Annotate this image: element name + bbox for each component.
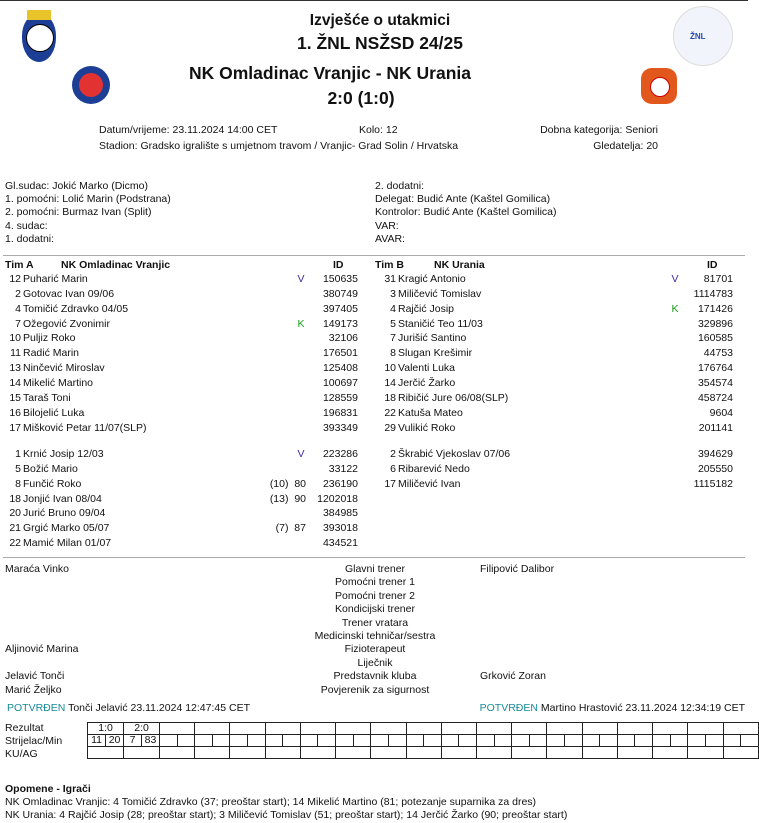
player-id: 160585 — [697, 332, 733, 345]
player-id: 128559 — [322, 391, 358, 404]
result-cell — [265, 723, 300, 735]
player-name: Jurić Bruno 09/04 — [23, 507, 106, 520]
player-id: 384985 — [322, 507, 358, 520]
ku-ag-cell — [160, 747, 195, 759]
cautions-title: Opomene - Igrači — [5, 783, 91, 795]
league-title: 1. ŽNL NSŽSD 24/25 — [297, 33, 463, 53]
confirmed-by: Tonči Jelavić 23.11.2024 12:47:45 CET — [68, 702, 250, 714]
player-name: Puljiz Roko — [23, 332, 76, 345]
team-a-id-header: ID — [333, 259, 344, 271]
ku-ag-cell — [441, 747, 476, 759]
player-id: 125408 — [322, 362, 358, 375]
scorer-cell: 7 — [124, 735, 142, 747]
ku-ag-cell — [124, 747, 160, 759]
player-name: Miličević Ivan — [398, 477, 461, 490]
staff-away: Filipović Dalibor — [480, 563, 555, 575]
scorer-cell — [388, 735, 406, 747]
result-cell: 2:0 — [124, 723, 160, 735]
staff-role: Fizioterapeut — [344, 643, 406, 656]
result-cell — [688, 723, 723, 735]
staff-role: Pomoćni trener 2 — [335, 589, 415, 602]
player-id: 149173 — [322, 317, 358, 330]
player-number: 29 — [384, 421, 396, 434]
player-number: 6 — [390, 462, 396, 475]
scorer-cell — [230, 735, 248, 747]
referee-line: Kontrolor: Budić Ante (Kaštel Gomilica) — [375, 206, 557, 219]
player-id: 434521 — [322, 537, 358, 550]
scorer-cell — [705, 735, 723, 747]
scorer-cell — [723, 735, 741, 747]
staff-role: Trener vratara — [341, 616, 409, 629]
player-name: Grgić Marko 05/07 — [23, 522, 110, 535]
result-row — [88, 723, 759, 735]
player-name: Jonjić Ivan 08/04 — [23, 492, 102, 505]
result-cell — [547, 723, 582, 735]
scorer-cell — [336, 735, 354, 747]
player-name: Ribarević Nedo — [398, 462, 470, 475]
scorer-cell — [600, 735, 618, 747]
player-number: 2 — [390, 448, 396, 460]
result-cell — [160, 723, 195, 735]
captain-mark: K — [671, 302, 679, 315]
scorer-cell: 20 — [106, 735, 124, 747]
player-id: 33122 — [328, 462, 358, 475]
player-number: 3 — [390, 287, 396, 300]
staff-home: Aljinović Marina — [5, 643, 79, 656]
scorer-cell — [688, 735, 706, 747]
ku-ag-row — [88, 747, 759, 759]
player-number: 15 — [9, 391, 21, 404]
player-number: 31 — [384, 273, 396, 285]
result-cell — [230, 723, 265, 735]
ku-ag-cell — [371, 747, 406, 759]
scorer-cell — [265, 735, 283, 747]
label-scorer: Strijelac/Min — [5, 735, 63, 747]
scorer-cell — [195, 735, 213, 747]
result-cell — [512, 723, 547, 735]
staff-role: Povjerenik za sigurnost — [320, 683, 430, 696]
scorer-cell — [617, 735, 635, 747]
scorer-row — [88, 735, 759, 747]
player-number: 11 — [10, 347, 21, 360]
player-id: 9604 — [709, 406, 733, 419]
player-number: 17 — [384, 477, 396, 490]
player-id: 201141 — [698, 421, 733, 434]
player-id: 393018 — [322, 522, 358, 535]
player-id: 1115182 — [693, 477, 733, 490]
player-name: Taraš Toni — [23, 391, 71, 404]
player-id: 196831 — [322, 406, 358, 419]
result-cell — [300, 723, 335, 735]
scorer-cell — [177, 735, 195, 747]
scorer-cell — [547, 735, 565, 747]
referee-line: 1. pomoćni: Lolić Marin (Podstrana) — [5, 193, 171, 206]
staff-role: Pomoćni trener 1 — [335, 576, 415, 589]
player-name: Ribičić Jure 06/08(SLP) — [398, 391, 509, 404]
player-row — [0, 477, 759, 491]
ku-ag-cell — [512, 747, 547, 759]
scorer-cell — [318, 735, 336, 747]
player-name: Mišković Petar 11/07(SLP) — [23, 421, 147, 434]
player-number: 22 — [9, 537, 21, 550]
player-id: 1202018 — [317, 492, 358, 505]
scorer-cell — [248, 735, 266, 747]
staff-role: Liječnik — [357, 656, 393, 669]
player-name: Mikelić Martino — [23, 376, 94, 389]
player-id: 236190 — [322, 477, 358, 490]
player-name: Ninčević Miroslav — [23, 362, 105, 375]
player-row — [0, 302, 759, 316]
staff-home: Maraća Vinko — [5, 563, 70, 575]
referee-line: Gl.sudac: Jokić Marko (Dicmo) — [5, 180, 148, 192]
away-team-logo — [641, 68, 677, 104]
player-name: Božić Mario — [23, 462, 78, 475]
player-id: 397405 — [322, 302, 358, 315]
scorer-cell — [741, 735, 759, 747]
score-table-labels — [5, 722, 62, 761]
confirmed-status: POTVRĐEN — [479, 702, 538, 714]
ku-ag-cell — [88, 747, 124, 759]
scorer-cell — [494, 735, 512, 747]
player-number: 7 — [15, 317, 21, 330]
age-category: Dobna kategorija: Seniori — [540, 124, 658, 136]
staff-role: Medicinski tehničar/sestra — [314, 630, 436, 642]
attendance: Gledatelja: 20 — [593, 140, 658, 152]
scorer-cell — [353, 735, 371, 747]
player-name: Miličević Tomislav — [398, 287, 482, 300]
player-id: 205550 — [697, 462, 733, 475]
player-number: 5 — [15, 462, 21, 475]
ku-ag-cell — [336, 747, 371, 759]
player-number: 2 — [15, 287, 21, 300]
match-datetime: Datum/vrijeme: 23.11.2024 14:00 CET — [99, 124, 278, 136]
scorer-cell — [653, 735, 671, 747]
substitution-info: (13) 90 — [269, 492, 306, 505]
player-name: Valenti Luka — [398, 362, 456, 375]
scorer-cell: 83 — [141, 735, 159, 747]
player-number: 18 — [9, 492, 21, 505]
result-cell — [406, 723, 441, 735]
top-border — [0, 0, 748, 1]
goalkeeper-mark: V — [297, 273, 305, 285]
ku-ag-cell — [265, 747, 300, 759]
team-a-name: NK Omladinac Vranjic — [61, 259, 171, 271]
player-row — [0, 391, 759, 405]
player-name: Bilojelić Luka — [23, 406, 85, 419]
player-row — [0, 536, 759, 550]
player-number: 20 — [9, 507, 21, 520]
player-number: 21 — [9, 522, 21, 535]
staff-home: Marić Željko — [5, 683, 62, 696]
player-name: Ožegović Zvonimir — [23, 317, 110, 330]
player-number: 1 — [15, 448, 21, 460]
referee-line: VAR: — [375, 219, 399, 232]
stadium: Stadion: Gradsko igralište s umjetnom travom / Vranjic- Grad Solin / Hrvatska — [99, 140, 459, 152]
player-number: 13 — [9, 362, 21, 375]
scorer-cell — [635, 735, 653, 747]
player-number: 8 — [390, 347, 396, 360]
player-id: 150635 — [322, 273, 358, 285]
scorer-cell — [476, 735, 494, 747]
player-number: 4 — [15, 302, 21, 315]
ku-ag-cell — [547, 747, 582, 759]
scorer-cell: 11 — [88, 735, 106, 747]
goalkeeper-mark: V — [297, 448, 305, 460]
player-number: 14 — [9, 376, 21, 389]
result-cell — [371, 723, 406, 735]
player-id: 354574 — [697, 376, 733, 389]
scorer-cell — [406, 735, 424, 747]
referee-line: 1. dodatni: — [5, 232, 55, 245]
player-id: 1114783 — [693, 287, 733, 300]
referee-line: 2. pomoćni: Burmaz Ivan (Split) — [5, 206, 152, 219]
player-number: 4 — [390, 302, 396, 315]
player-id: 100697 — [322, 376, 358, 389]
confirmed-status: POTVRĐEN — [7, 702, 66, 714]
cautions-team-a: NK Omladinac Vranjic: 4 Tomičić Zdravko (37; preoštar start); 14 Mikelić Martino (81; potezanje suparnika za dres) — [5, 796, 537, 808]
player-number: 10 — [384, 362, 396, 375]
player-row — [0, 317, 759, 331]
scorer-cell — [459, 735, 477, 747]
referee-line: 4. sudac: — [5, 219, 48, 232]
player-row — [0, 506, 759, 520]
player-name: Vulikić Roko — [398, 421, 456, 434]
staff-away: Grković Zoran — [480, 670, 546, 683]
scorer-cell — [283, 735, 301, 747]
team-a-confirmation — [7, 702, 250, 714]
player-row — [0, 331, 759, 345]
player-name: Škrabić Vjekoslav 07/06 — [398, 448, 511, 460]
player-number: 5 — [390, 317, 396, 330]
league-logo: ŽNL — [673, 6, 733, 66]
ku-ag-cell — [688, 747, 723, 759]
label-ku-ag: KU/AG — [5, 748, 38, 760]
cautions-team-b: NK Urania: 4 Rajčić Josip (28; preoštar start); 3 Miličević Tomislav (51; preoštar start); 14 Jerčić Žarko (90; preoštar start) — [5, 809, 568, 821]
player-number: 17 — [9, 421, 21, 434]
player-row — [0, 346, 759, 360]
result-cell — [582, 723, 617, 735]
staff-home: Jelavić Tonči — [5, 670, 65, 683]
player-row — [0, 447, 759, 461]
scorer-cell — [160, 735, 178, 747]
player-id: 329896 — [697, 317, 733, 330]
scorer-cell — [300, 735, 318, 747]
referee-line: AVAR: — [375, 232, 405, 245]
player-id: 176764 — [697, 362, 733, 375]
ku-ag-cell — [582, 747, 617, 759]
confirmed-by: Martino Hrastović 23.11.2024 12:34:19 CET — [540, 702, 745, 714]
staff-role: Kondicijski trener — [335, 603, 415, 616]
goalkeeper-mark: V — [671, 273, 679, 285]
scorer-cell — [529, 735, 547, 747]
referee-line: 2. dodatni: — [375, 180, 425, 192]
result-cell — [195, 723, 230, 735]
player-number: 12 — [9, 273, 21, 285]
match-round: Kolo: 12 — [359, 124, 398, 136]
ku-ag-cell — [476, 747, 511, 759]
federation-logo — [22, 14, 56, 62]
player-id: 393349 — [322, 421, 358, 434]
scorer-cell — [424, 735, 442, 747]
label-result: Rezultat — [5, 722, 44, 734]
player-number: 18 — [384, 391, 396, 404]
scorer-cell — [212, 735, 230, 747]
scorer-cell — [512, 735, 530, 747]
player-id: 32106 — [328, 332, 358, 345]
player-name: Gotovac Ivan 09/06 — [23, 287, 115, 300]
substitution-info: (7) 87 — [275, 522, 306, 535]
player-row — [0, 376, 759, 390]
player-name: Mamić Milan 01/07 — [23, 537, 112, 550]
result-cell — [653, 723, 688, 735]
team-b-label: Tim B — [375, 259, 404, 271]
player-id: 458724 — [697, 391, 733, 404]
ku-ag-cell — [653, 747, 688, 759]
substitution-info: (10) 80 — [269, 477, 306, 490]
staff-role: Predstavnik kluba — [333, 670, 417, 683]
divider — [3, 255, 745, 256]
ku-ag-cell — [195, 747, 230, 759]
player-name: Rajčić Josip — [398, 302, 455, 315]
team-b-name: NK Urania — [434, 259, 485, 271]
player-name: Slugan Krešimir — [398, 347, 473, 360]
player-number: 10 — [9, 332, 21, 345]
player-row — [0, 272, 759, 286]
result-cell — [336, 723, 371, 735]
player-name: Kragić Antonio — [398, 273, 466, 285]
player-number: 22 — [384, 406, 396, 419]
player-name: Radić Marin — [23, 347, 80, 360]
scorer-cell — [582, 735, 600, 747]
player-id: 44753 — [703, 347, 733, 360]
player-name: Funčić Roko — [23, 477, 82, 490]
player-id: 176501 — [322, 347, 358, 360]
player-name: Krnić Josip 12/03 — [23, 448, 104, 460]
scorer-cell — [670, 735, 688, 747]
player-number: 16 — [9, 406, 21, 419]
player-name: Jurišić Santino — [398, 332, 467, 345]
ku-ag-cell — [617, 747, 652, 759]
scorer-cell — [371, 735, 389, 747]
result-cell — [476, 723, 511, 735]
player-row — [0, 462, 759, 476]
ku-ag-cell — [406, 747, 441, 759]
team-b-id-header: ID — [707, 259, 718, 271]
player-row — [0, 492, 759, 506]
home-team-logo — [72, 66, 110, 104]
divider — [3, 557, 745, 558]
player-name: Staničić Teo 11/03 — [398, 317, 483, 330]
player-name: Jerčić Žarko — [398, 376, 456, 389]
player-row — [0, 421, 759, 435]
player-number: 7 — [390, 332, 396, 345]
player-name: Puharić Marin — [23, 273, 88, 285]
referee-line: Delegat: Budić Ante (Kaštel Gomilica) — [375, 193, 551, 206]
team-b-confirmation — [480, 702, 745, 714]
player-id: 380749 — [322, 287, 358, 300]
player-row — [0, 521, 759, 535]
match-title: NK Omladinac Vranjic - NK Urania — [188, 63, 472, 83]
player-id: 223286 — [322, 448, 358, 460]
player-id: 394629 — [697, 448, 733, 460]
player-number: 8 — [15, 477, 21, 490]
player-row — [0, 361, 759, 375]
player-number: 14 — [384, 376, 396, 389]
result-cell — [723, 723, 759, 735]
player-id: 171426 — [697, 302, 733, 315]
score-table — [87, 722, 759, 759]
scorer-cell — [441, 735, 459, 747]
player-row — [0, 406, 759, 420]
captain-mark: K — [297, 317, 305, 330]
scorer-cell — [565, 735, 583, 747]
staff-role: Glavni trener — [344, 563, 406, 575]
match-score: 2:0 (1:0) — [327, 88, 395, 108]
result-cell — [617, 723, 652, 735]
player-name: Katuša Mateo — [398, 406, 463, 419]
team-a-label: Tim A — [5, 259, 34, 271]
ku-ag-cell — [723, 747, 759, 759]
player-name: Tomičić Zdravko 04/05 — [23, 302, 129, 315]
result-cell: 1:0 — [88, 723, 124, 735]
player-id: 81701 — [703, 273, 733, 285]
ku-ag-cell — [300, 747, 335, 759]
report-title: Izvješće o utakmici — [309, 12, 451, 29]
ku-ag-cell — [230, 747, 265, 759]
result-cell — [441, 723, 476, 735]
player-row — [0, 287, 759, 301]
